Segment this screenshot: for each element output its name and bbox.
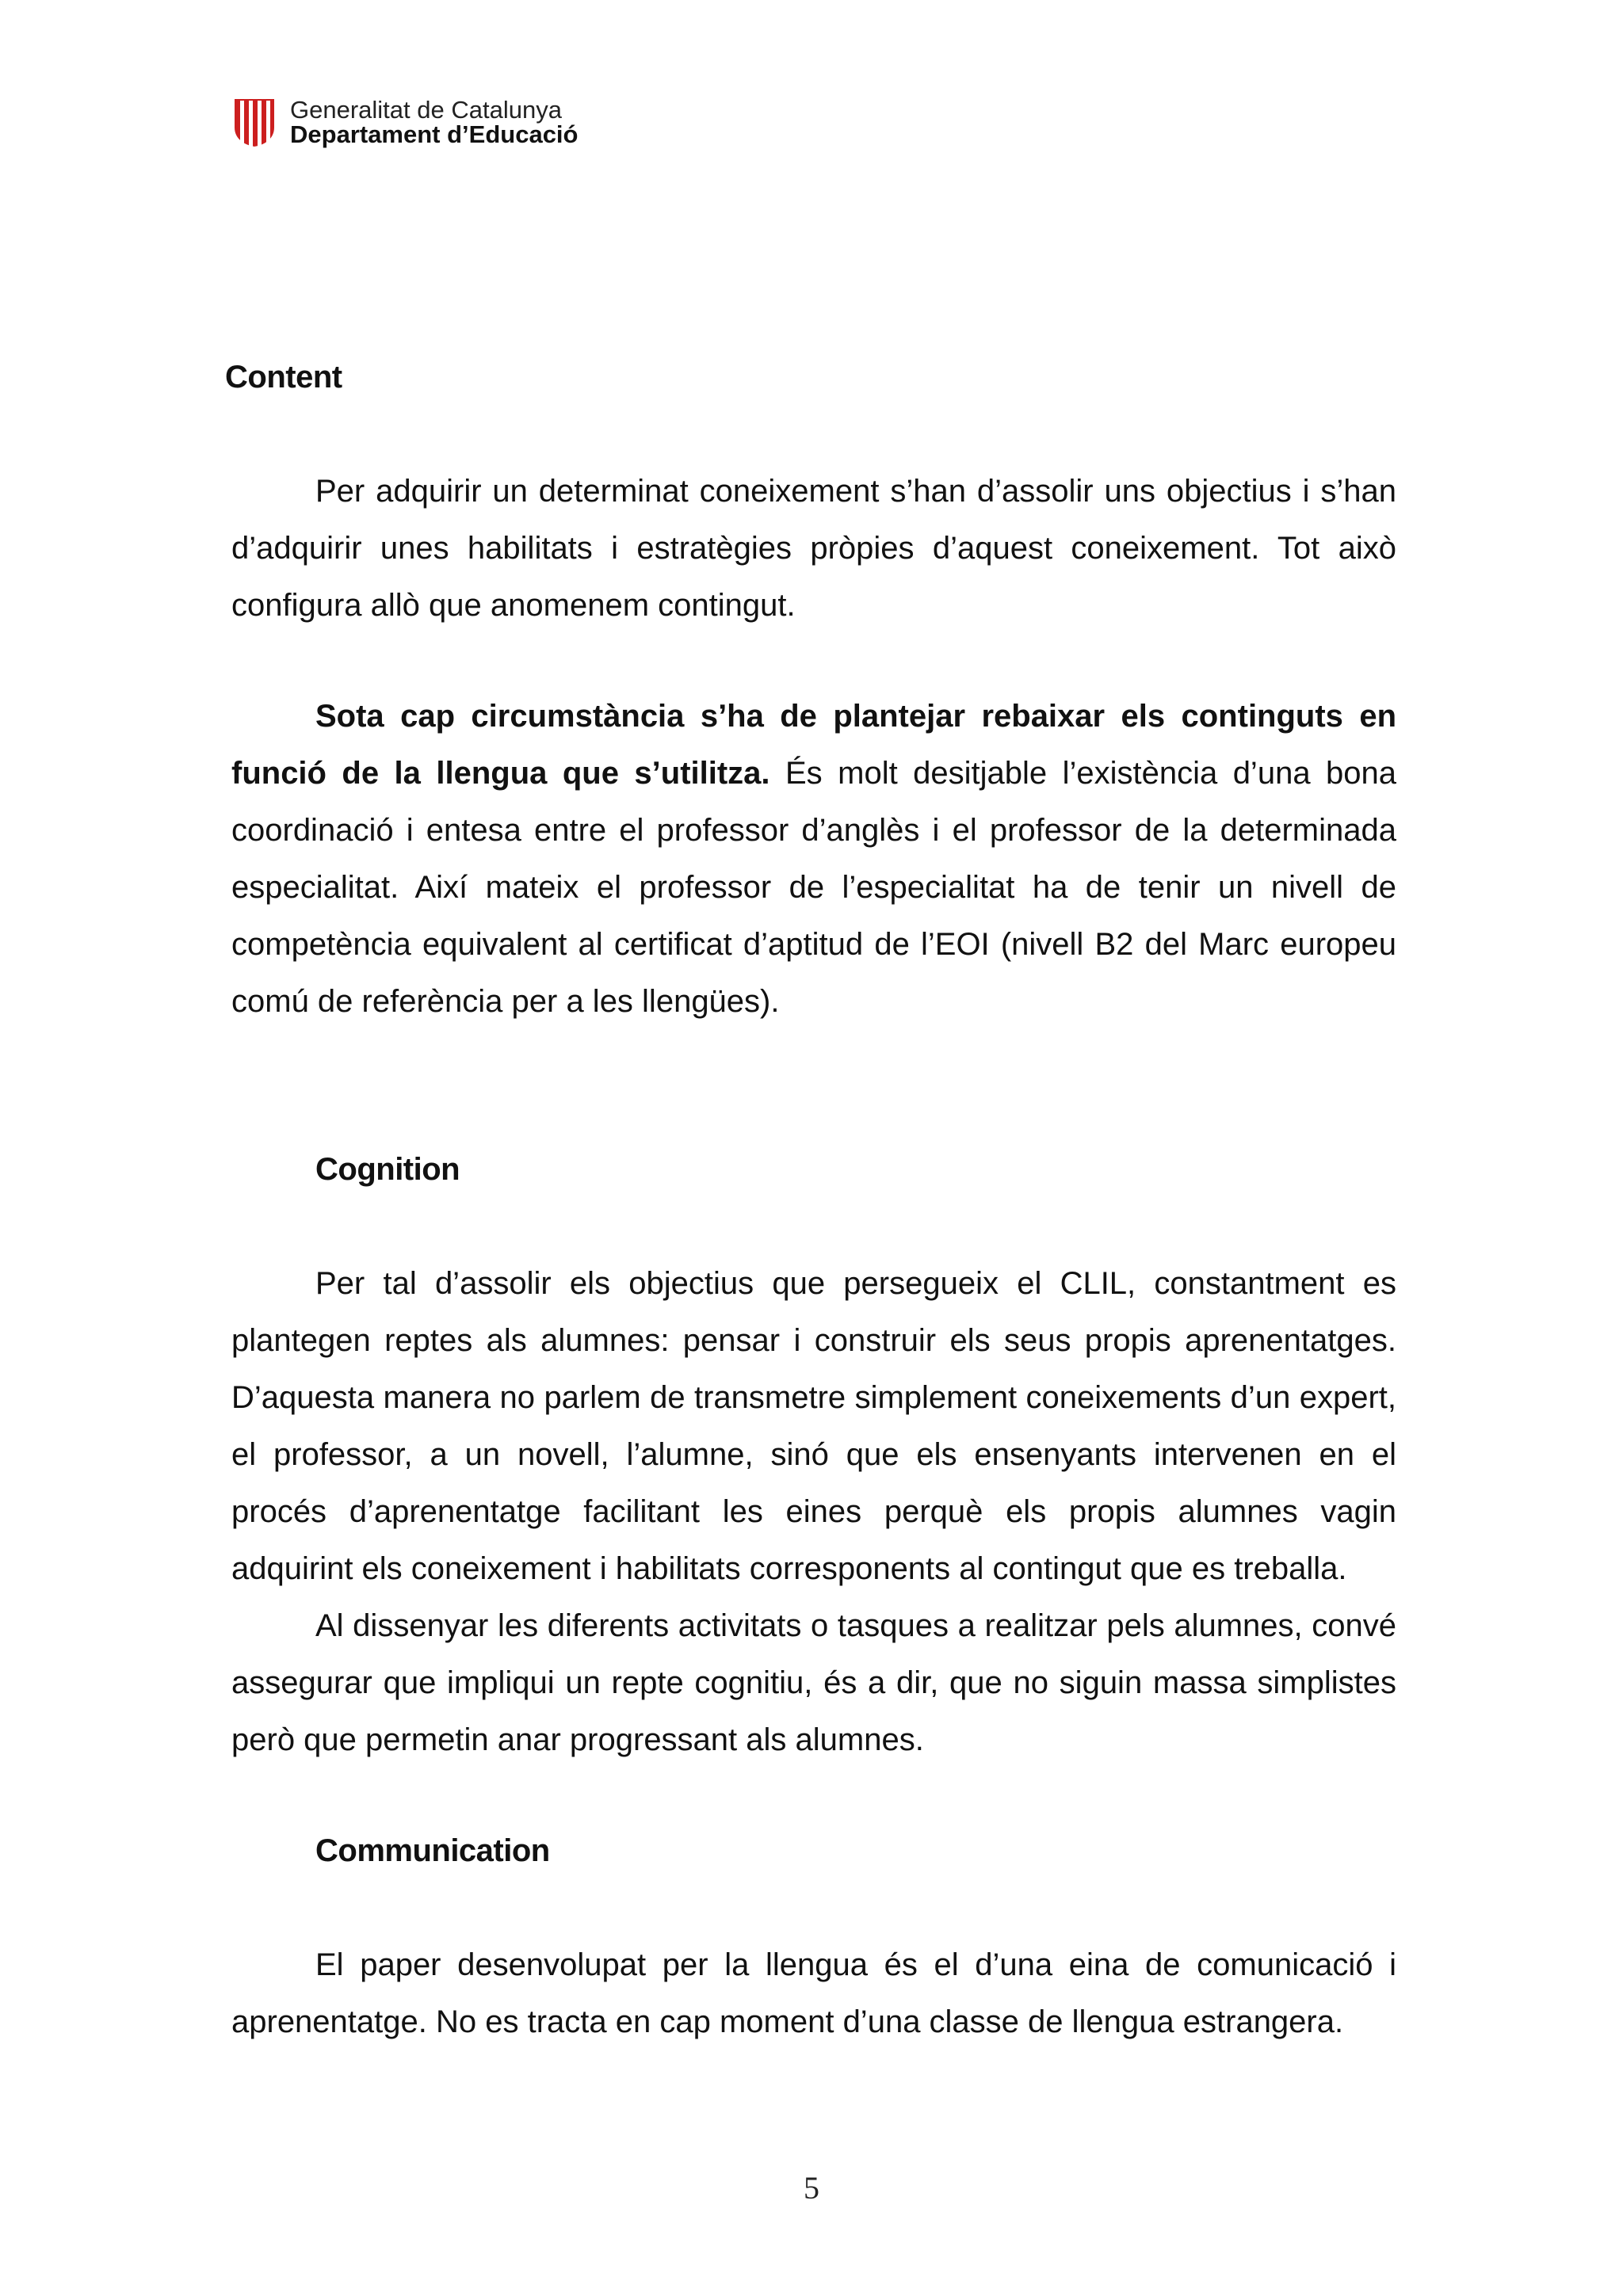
emphasis-text: Sota cap circumstància s’ha de plantejar rebaixar els continguts en funció de la llengua que s’utilitza.	[231, 699, 1396, 791]
paragraph-content-1: Per adquirir un determinat coneixement s’han d’assolir uns objectius i s’han d’adquirir unes habilitats i estratègies pròpies d’aquest coneixement. Tot això configura allò que anomenem contingut.	[231, 474, 1396, 623]
heading-cognition: Cognition	[315, 1152, 460, 1187]
heading-communication: Communication	[315, 1833, 550, 1868]
header-text	[290, 97, 578, 147]
page-header	[231, 96, 578, 148]
paragraph-content-2	[231, 688, 1396, 1030]
paragraph-cognition-2: Al dissenyar les diferents activitats o tasques a realitzar pels alumnes, convé assegurar que impliqui un repte cognitiu, és a dir, que no siguin massa simplistes però que permetin anar progressant als alumnes.	[231, 1608, 1396, 1757]
paragraph-rest: És molt desitjable l’existència d’una bona coordinació i entesa entre el professor d’anglès i el professor de la determinada especialitat. Així mateix el professor de l’especialitat ha de tenir un nivell de competència equivalent al certificat d’aptitud de l’EOI (nivell B2 del Marc europeu comú de referència per a les llengües).	[231, 756, 1396, 1019]
page-number: 5	[804, 2170, 819, 2206]
paragraph-communication-1: El paper desenvolupat per la llengua és el d’una eina de comunicació i aprenentatge. No es tracta en cap moment d’una classe de llengua estrangera.	[231, 1947, 1396, 2039]
paragraph-cognition-1: Per tal d’assolir els objectius que persegueix el CLIL, constantment es plantegen reptes als alumnes: pensar i construir els seus propis aprenentatges. D’aquesta manera no parlem de transmetre simplement coneixements d’un expert, el professor, a un novell, l’alumne, sinó que els ensenyants intervenen en el procés d’aprenentatge facilitant les eines perquè els propis alumnes vagin adquirint els coneixement i habilitats corresponents al contingut que es treballa.	[231, 1266, 1396, 1586]
heading-content: Content	[225, 360, 342, 395]
document-body	[225, 349, 1396, 2050]
dept-name: Departament d’Educació	[290, 120, 579, 148]
org-name: Generalitat de Catalunya	[290, 96, 562, 124]
generalitat-logo-icon	[231, 96, 277, 148]
